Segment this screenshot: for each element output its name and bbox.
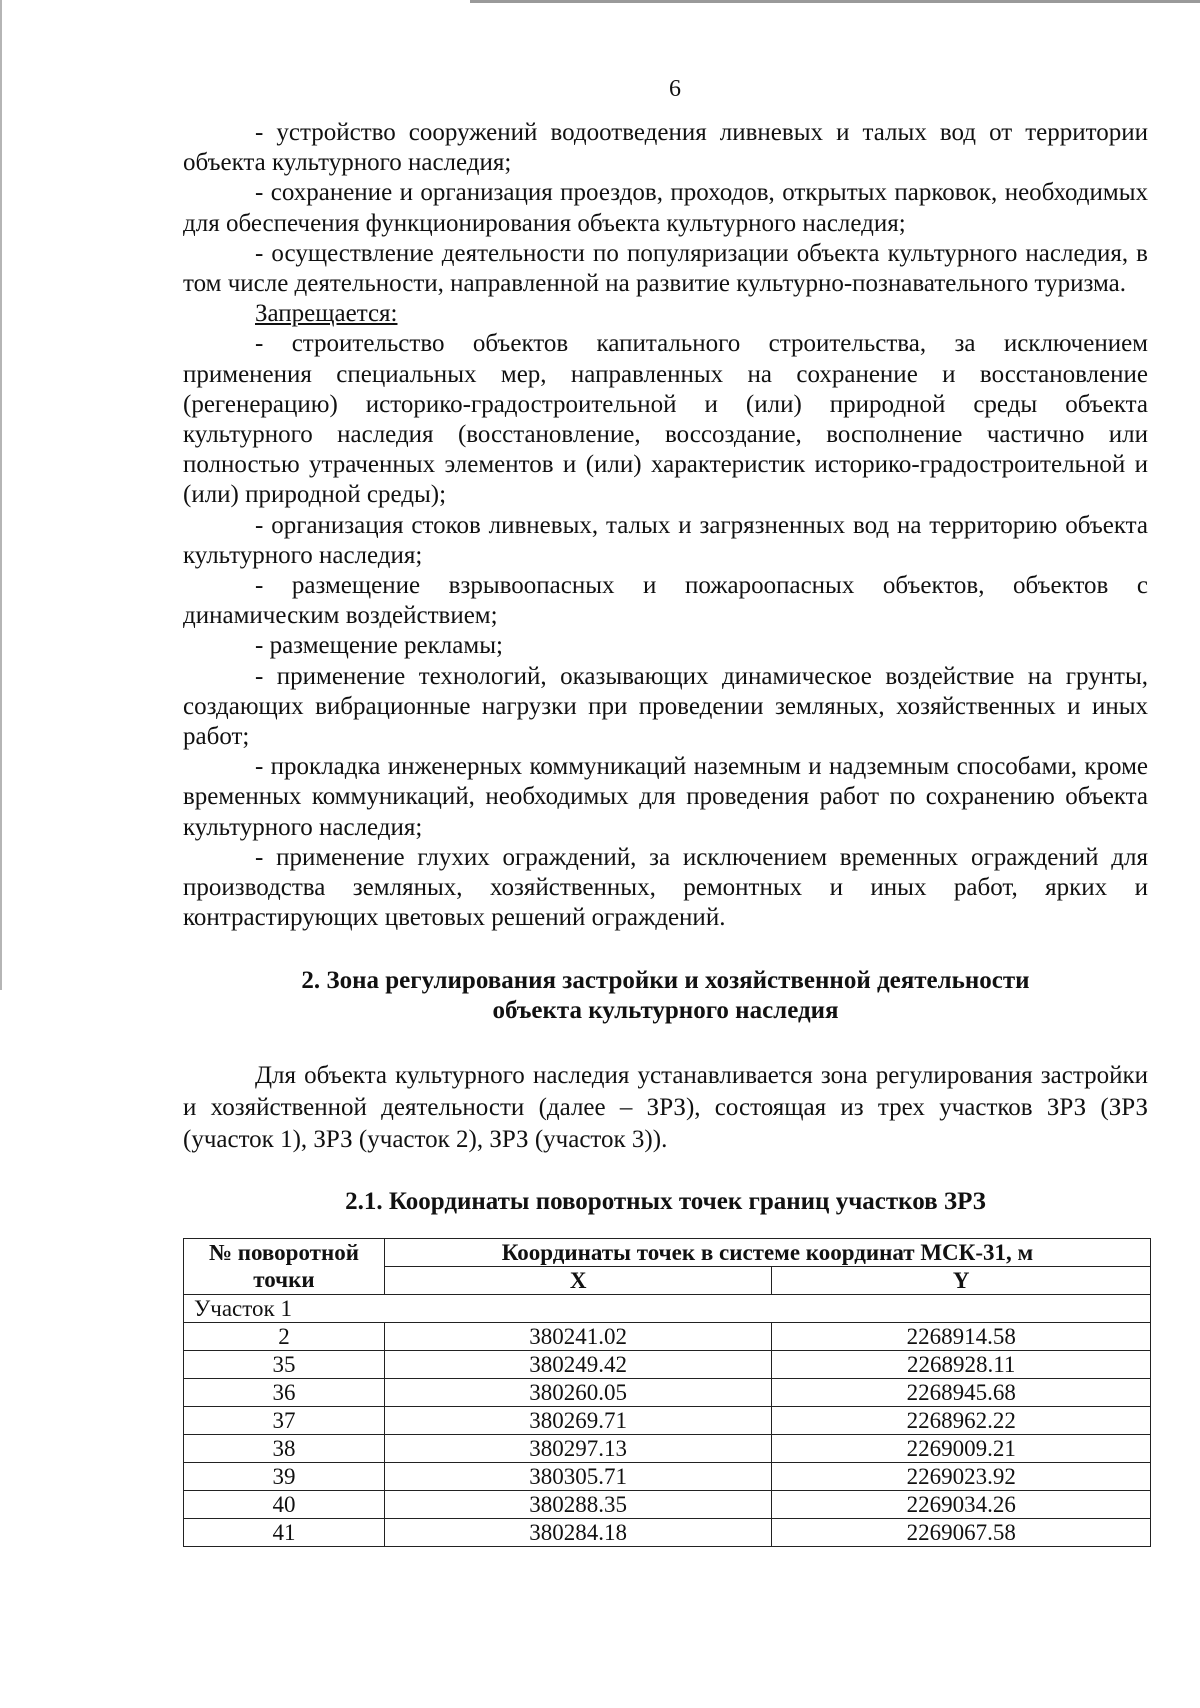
prohibited-heading [183, 299, 1148, 329]
paragraph: - устройство сооружений водоотведения ливневых и талых вод от территории объекта культурного наследия; [183, 119, 1148, 177]
cell-point: 35 [184, 1350, 385, 1378]
cell-x: 380305.71 [384, 1462, 772, 1490]
prohibited-item: - применение технологий, оказывающих динамическое воздействие на грунты, создающих вибрационные нагрузки при проведении земляных, хозяйственных и иных работ; [183, 662, 1148, 751]
cell-y: 2269023.92 [772, 1462, 1151, 1490]
cell-x: 380288.35 [384, 1490, 772, 1518]
cell-x: 380241.02 [384, 1322, 772, 1350]
cell-y: 2268962.22 [772, 1406, 1151, 1434]
prohibited-item: - применение глухих ограждений, за исключением временных ограждений для производства земляных, хозяйственных, ремонтных и иных работ, ярких и контрастирующих цветовых решений ограждений. [183, 843, 1148, 932]
table-row [184, 1462, 1151, 1490]
table-row [184, 1406, 1151, 1434]
header-x: X [384, 1266, 772, 1294]
prohibited-item: - организация стоков ливневых, талых и загрязненных вод на территорию объекта культурного наследия; [183, 511, 1148, 569]
cell-point: 39 [184, 1462, 385, 1490]
cell-point: 40 [184, 1490, 385, 1518]
table-header-row [184, 1238, 1151, 1266]
scan-left-border [0, 0, 2, 990]
header-y: Y [772, 1266, 1151, 1294]
prohibited-item: - размещение взрывоопасных и пожароопасных объектов, объектов с динамическим воздействием; [183, 572, 1148, 630]
cell-x: 380260.05 [384, 1378, 772, 1406]
cell-y: 2268945.68 [772, 1378, 1151, 1406]
prohibited-item: - прокладка инженерных коммуникаций наземным и надземным способами, кроме временных коммуникаций, необходимых для проведения работ по сохранению объекта культурного наследия; [183, 753, 1148, 841]
cell-y: 2269009.21 [772, 1434, 1151, 1462]
paragraph: - осуществление деятельности по популяризации объекта культурного наследия, в том числе деятельности, направленной на развитие культурно-познавательного туризма. [183, 239, 1148, 298]
document-body [183, 118, 1148, 1547]
scan-top-border [470, 0, 1200, 3]
coordinates-table [183, 1238, 1151, 1547]
table-section-row [184, 1294, 1151, 1322]
table-row [184, 1322, 1151, 1350]
cell-y: 2268928.11 [772, 1350, 1151, 1378]
section-label: Участок 1 [184, 1294, 1151, 1322]
table-row [184, 1490, 1151, 1518]
cell-x: 380297.13 [384, 1434, 772, 1462]
cell-x: 380249.42 [384, 1350, 772, 1378]
cell-point: 41 [184, 1518, 385, 1546]
table-row [184, 1434, 1151, 1462]
cell-y: 2269067.58 [772, 1518, 1151, 1546]
cell-y: 2269034.26 [772, 1490, 1151, 1518]
header-point-number: № поворотной точки [184, 1238, 385, 1294]
section-title [183, 966, 1148, 1026]
prohibited-heading-text: Запрещается: [255, 300, 398, 328]
prohibited-item: - размещение рекламы; [255, 632, 503, 660]
cell-point: 36 [184, 1378, 385, 1406]
section-title-line: 2. Зона регулирования застройки и хозяйственной деятельности [301, 967, 1030, 995]
cell-x: 380269.71 [384, 1406, 772, 1434]
table-title: 2.1. Координаты поворотных точек границ участков ЗРЗ [345, 1188, 986, 1216]
paragraph: - сохранение и организация проездов, проходов, открытых парковок, необходимых для обеспечения функционирования объекта культурного наследия; [183, 179, 1148, 237]
table-row [184, 1378, 1151, 1406]
table-row [184, 1518, 1151, 1546]
cell-y: 2268914.58 [772, 1322, 1151, 1350]
section-intro: Для объекта культурного наследия устанавливается зона регулирования застройки и хозяйственной деятельности (далее – ЗРЗ), состоящая из трех участков ЗРЗ (ЗРЗ (участок 1), ЗРЗ (участок 2), ЗРЗ (участок 3)). [183, 1062, 1148, 1154]
cell-point: 38 [184, 1434, 385, 1462]
cell-x: 380284.18 [384, 1518, 772, 1546]
table-row [184, 1350, 1151, 1378]
prohibited-item: - строительство объектов капитального строительства, за исключением применения специальных мер, направленных на сохранение и восстановление (регенерацию) историко-градостроительной и (или) природной среды объекта культурного наследия (восстановление, воссоздание, восполнение частично или полностью утраченных элементов и (или) характеристик историко-градостроительной и (или) природной среды); [183, 330, 1148, 509]
cell-point: 2 [184, 1322, 385, 1350]
cell-point: 37 [184, 1406, 385, 1434]
header-coordinates: Координаты точек в системе координат МСК-31, м [384, 1238, 1150, 1266]
section-title-line: объекта культурного наследия [492, 997, 839, 1025]
page-number: 6 [669, 76, 681, 102]
